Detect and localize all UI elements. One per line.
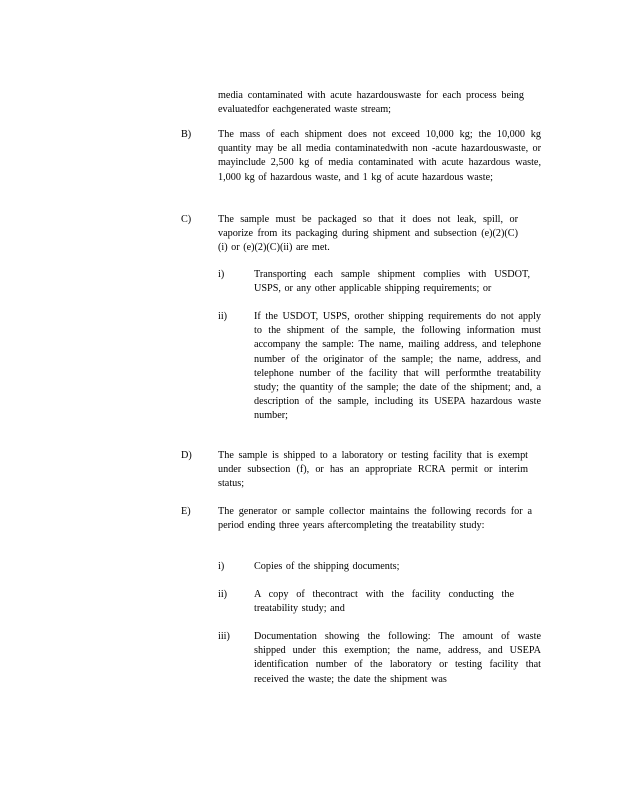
subitem-label-e-ii: ii) <box>218 589 228 600</box>
subitem-text-e-iii: Documentation showing the following: The amount of waste shipped under this exemption; the name, address, and USEPA identification number of the laboratory or testing facility that received the waste; the date the shipment was <box>254 631 541 685</box>
item-label-b: B) <box>181 129 192 140</box>
subitem-label-e-i: i) <box>218 561 225 572</box>
item-text-c: The sample must be packaged so that it does not leak, spill, or vaporize from its packaging during shipment and subsection (e)(2)(C)(i) or (e)(2)(C)(ii) are met. <box>218 214 518 254</box>
item-label-c: C) <box>181 214 192 225</box>
continuation-paragraph: media contaminated with acute hazardouswaste for each process being evaluatedfor eachgenerated waste stream; <box>218 90 524 116</box>
item-text-e: The generator or sample collector maintains the following records for a period ending three years aftercompleting the treatability study: <box>218 506 532 532</box>
subitem-text-e-ii: A copy of thecontract with the facility conducting the treatability study; and <box>254 589 514 615</box>
subitem-label-c-ii: ii) <box>218 311 228 322</box>
subitem-text-c-ii: If the USDOT, USPS, orother shipping requirements do not apply to the shipment of the sample, the following information must accompany the sample: The name, mailing address, and telephone number of the originator of the sample; the name, address, and telephone number of the facility that will performthe treatability study; the quantity of the sample; the date of the shipment; and, a description of the sample, including its USEPA hazardous waste number; <box>254 311 541 422</box>
item-label-d: D) <box>181 450 192 461</box>
subitem-text-e-i: Copies of the shipping documents; <box>254 561 400 572</box>
subitem-text-c-i: Transporting each sample shipment complies with USDOT, USPS, or any other applicable shipping requirements; or <box>254 269 530 295</box>
subitem-label-c-i: i) <box>218 269 225 280</box>
item-text-d: The sample is shipped to a laboratory or testing facility that is exempt under subsection (f), or has an appropriate RCRA permit or interim status; <box>218 450 528 490</box>
item-label-e: E) <box>181 506 191 517</box>
subitem-label-e-iii: iii) <box>218 631 230 642</box>
item-text-b: The mass of each shipment does not exceed 10,000 kg; the 10,000 kg quantity may be all media contaminatedwith non -acute hazardouswaste, or mayinclude 2,500 kg of media contaminated with acute hazardous waste, 1,000 kg of hazardous waste, and 1 kg of acute hazardous waste; <box>218 129 541 183</box>
